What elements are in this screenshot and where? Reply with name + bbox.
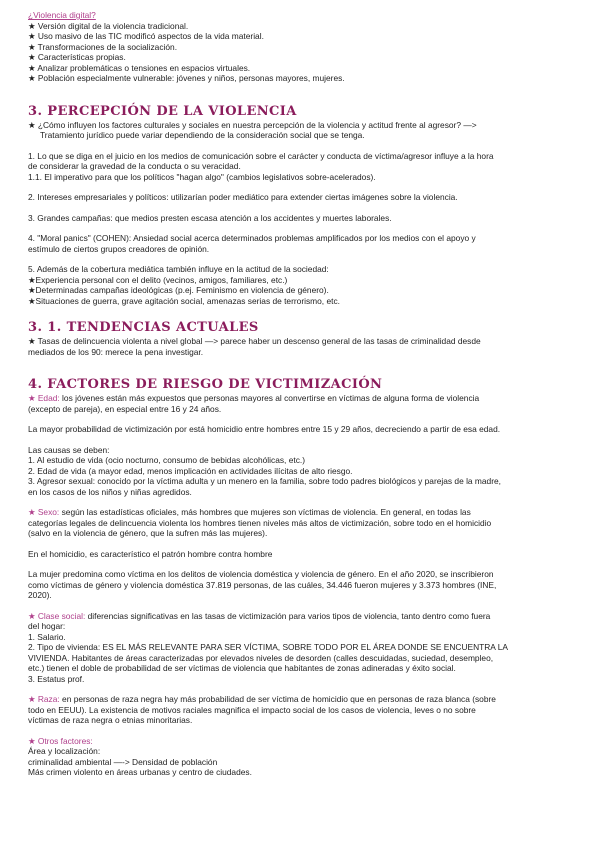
list-item: ★ Versión digital de la violencia tradicional. [28,20,189,31]
heading-factores-riesgo: 4. FACTORES DE RIESGO DE VICTIMIZACIÓN [28,377,383,392]
heading-percepcion: 3. PERCEPCIÓN DE LA VIOLENCIA [28,103,297,119]
paragraph-clase [28,611,575,622]
list-item: ★ Población especialmente vulnerable: jóvenes y niños, personas mayores, mujeres. [28,73,345,83]
list-item: ★ Transformaciones de la socialización. [28,41,178,52]
label-otros-factores: ★ Otros factores: [28,735,93,746]
list-item: ★ Analizar problemáticas o tensiones en espacios virtuales. [28,62,251,73]
paragraph: 3. Grandes campañas: que medios presten escasa atención a los accidentes y muertes laborales. [28,212,392,223]
paragraph: Las causas se deben: [28,444,110,455]
paragraph: 2020). [28,590,52,600]
paragraph: de considerar la gravedad de la conducta o su veracidad. [28,161,241,171]
paragraph: 2. Intereses empresariales y políticos: utilizarían poder mediático para extender ciertas imágenes sobre la violencia. [28,192,458,202]
label-edad: ★ Edad: [28,393,60,403]
list-item: 1. Al estudio de vida (ocio nocturno, consumo de bebidas alcohólicas, etc.) [28,455,306,465]
text-edad: los jóvenes están más expuestos que personas mayores al convertirse en víctimas de alguna forma de violencia [59,393,480,403]
list-item: 3. Estatus prof. [28,673,85,684]
list-item: 3. Agresor sexual: conocido por la víctima adulta y un menero en la familia, sobre todo padres biológicos y parejas de la madre, [28,476,501,486]
list-item: Área y localización: [28,746,101,756]
list-item: Más crimen violento en áreas urbanas y centro de ciudades. [28,767,252,777]
list-item: ★Experiencia personal con el delito (vecinos, amigos, familiares, etc.) [28,274,288,285]
paragraph: 1. Lo que se diga en el juicio en los medios de comunicación sobre el carácter y conducta de víctima/agresor influye a la hora [28,150,494,161]
paragraph: estímulo de ciertos grupos creadores de opinión. [28,243,210,254]
paragraph: víctimas de raza negra o etnias minoritarias. [28,715,193,725]
paragraph-raza [28,694,575,705]
text-raza: en personas de raza negra hay más probabilidad de ser víctima de homicidio que en personas de raza blanca (sobre [59,694,496,704]
paragraph: del hogar: [28,621,66,631]
list-item: etc.) tienen el doble de probabilidad de ser víctimas de violencia que habitantes de zonas adineradas y éxito social. [28,663,456,673]
section-title-violencia-digital: ¿Violencia digital? [28,10,96,20]
paragraph: 5. Además de la cobertura mediática también influye en la actitud de la sociedad: [28,264,329,274]
paragraph: En el homicidio, es característico el patrón hombre contra hombre [28,548,273,559]
list-item: ★ Características propias. [28,52,126,62]
paragraph: todo en EEUU). La existencia de motivos raciales magnifica el impacto social de los casos de violencia, leves o no sobre [28,704,476,715]
list-item: VIVIENDA. Habitantes de áreas caracterizadas por elevados niveles de desorden (calles descuidadas, suciedad, desempleo, [28,652,494,663]
paragraph-edad [28,393,575,404]
label-sexo: ★ Sexo: [28,507,60,517]
paragraph: 4. "Moral panics" (COHEN): Ansiedad social acerca determinados problemas amplificados por los medios con el apoyo y [28,233,476,243]
paragraph: 1.1. El imperativo para que los políticos "hagan algo" (cambios legislativos sobre-acelerados). [28,171,376,182]
text-clase: diferencias significativas en las tasas de victimización para varios tipos de violencia, tanto dentro como fuera [85,610,491,621]
paragraph: ★ Tasas de delincuencia violenta a nivel global —> parece haber un descenso general de las tasas de criminalidad desde [28,336,481,346]
paragraph: categorías legales de delincuencia violenta los hombres tienen niveles más altos de victimización, sobre todo en el homicidio [28,517,492,528]
paragraph: ★ ¿Cómo influyen los factores culturales y sociales en nuestra percepción de la violencia y actitud frente al agresor? —> [28,119,477,130]
list-item: en los casos de los niños y niñas agredidos. [28,486,192,497]
heading-tendencias: 3. 1. TENDENCIAS ACTUALES [28,320,259,335]
list-item: 2. Tipo de vivienda: ES EL MÁS RELEVANTE PARA SER VÍCTIMA, SOBRE TODO POR EL ÁREA DONDE SE ENCUENTRA LA [28,642,509,652]
paragraph: Tratamiento jurídico puede variar dependiendo de la consideración social que se tenga. [40,130,365,140]
paragraph: (salvo en la violencia de género, que la sufren más las mujeres). [28,528,268,538]
label-clase-social: ★ Clase social: [28,610,86,621]
list-item: 1. Salario. [28,631,66,642]
paragraph: La mujer predomina como víctima en los delitos de violencia doméstica y violencia de género. En el año 2020, se inscribieron [28,569,494,579]
paragraph: (excepto de pareja), en especial entre 16 y 24 años. [28,403,222,414]
list-item: 2. Edad de vida (a mayor edad, menos implicación en actividades ilícitas de alto riesgo. [28,465,353,476]
label-raza: ★ Raza: [28,694,60,704]
list-item: ★Situaciones de guerra, grave agitación social, amenazas serias de terrorismo, etc. [28,295,340,306]
paragraph: La mayor probabilidad de victimización por está homicidio entre hombres entre 15 y 29 años, decreciendo a partir de esa edad. [28,424,501,434]
text-sexo: según las estadísticas oficiales, más hombres que mujeres son víctimas de violencia. En general, en todas las [59,507,471,517]
list-item: ★ Uso masivo de las TIC modificó aspectos de la vida material. [28,31,264,41]
list-item: criminalidad ambiental —-> Densidad de población [28,756,218,767]
paragraph-sexo [28,507,575,518]
paragraph: mediados de los 90: merece la pena investigar. [28,346,204,357]
list-item: ★Determinadas campañas ideológicas (p.ej. Feminismo en violencia de género). [28,285,329,295]
paragraph: como víctimas de género y violencia doméstica 37.819 personas, de las cuáles, 34.446 fueron mujeres y 3.373 hombres (INE, [28,579,497,590]
